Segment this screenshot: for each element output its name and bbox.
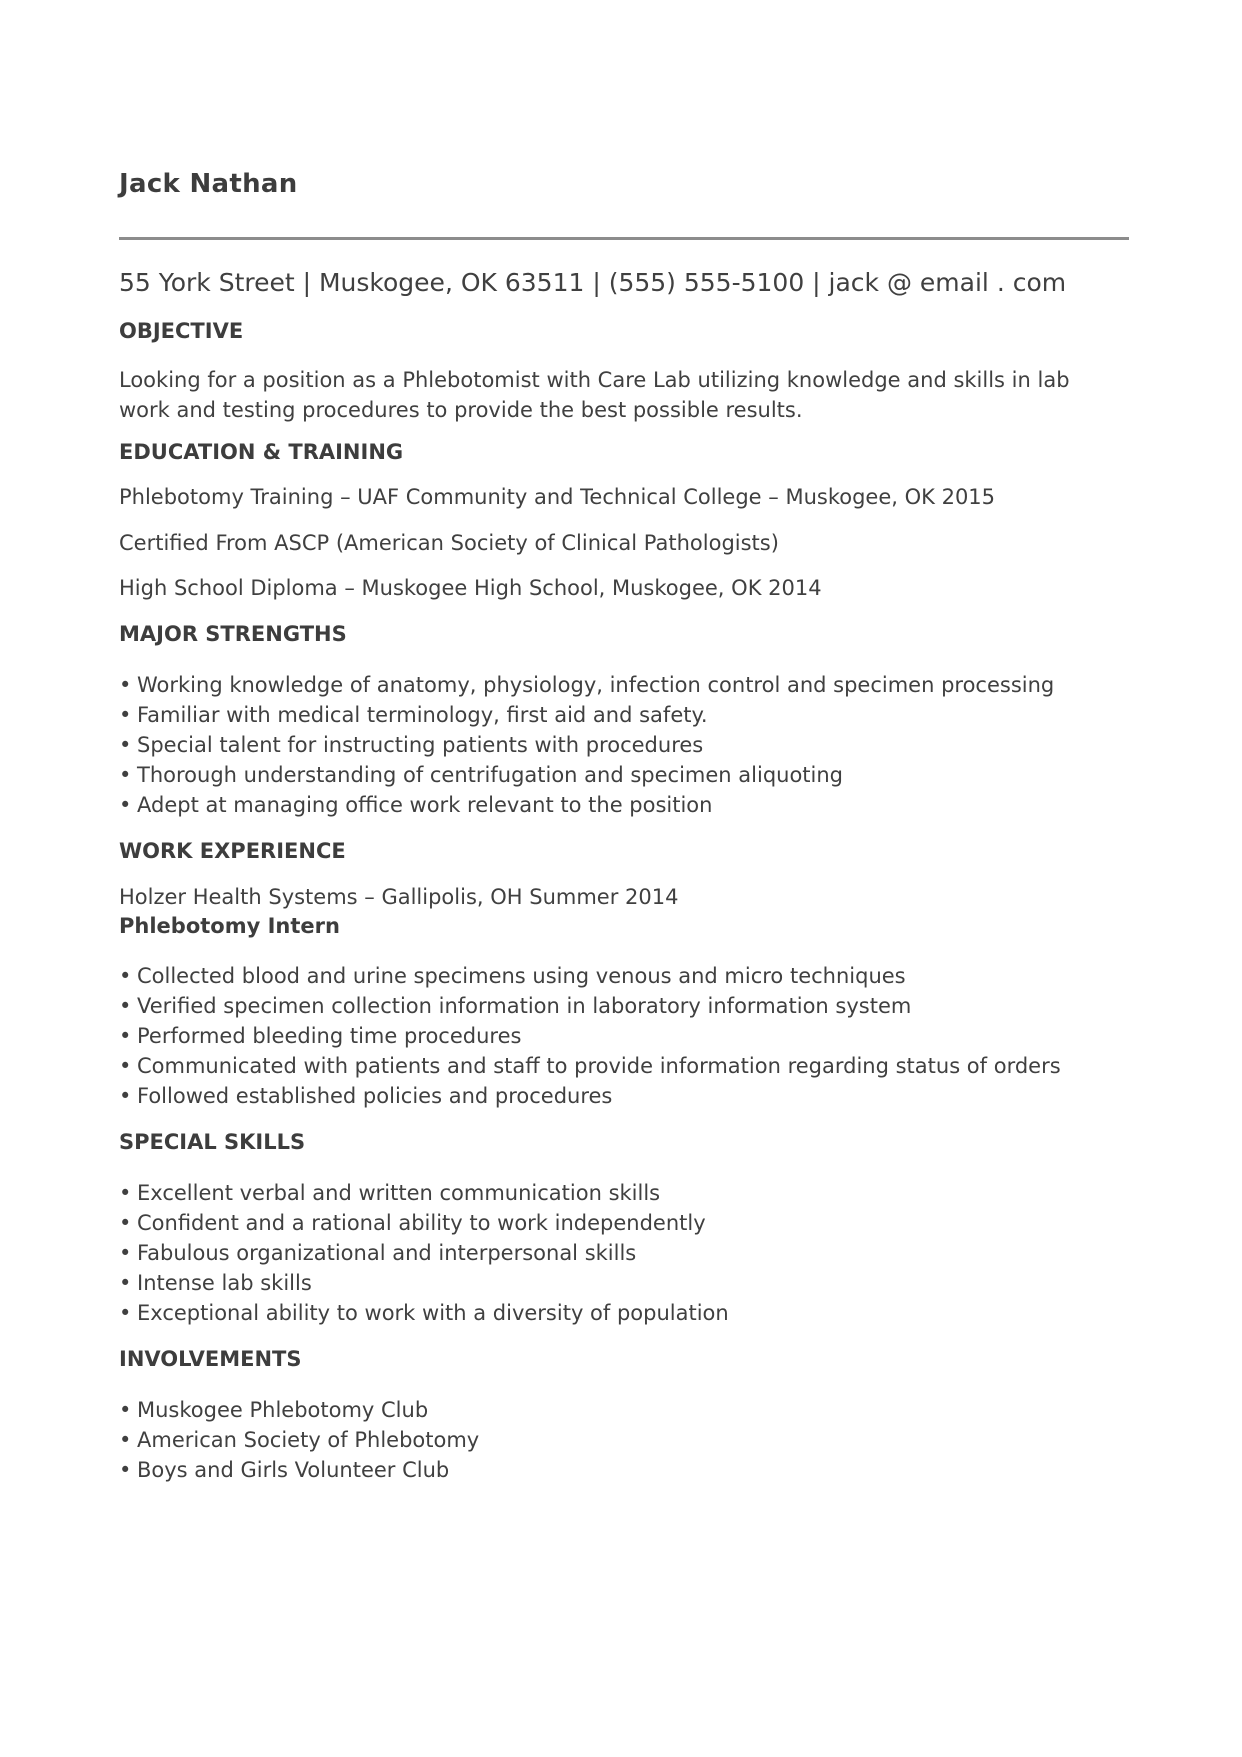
bullet-icon: • bbox=[119, 763, 132, 787]
experience-list bbox=[119, 961, 1061, 1111]
list-item: • Verified specimen collection information in laboratory information system bbox=[119, 991, 1061, 1021]
list-item: • Adept at managing office work relevant to the position bbox=[119, 790, 1054, 820]
bullet-icon: • bbox=[119, 1271, 132, 1295]
education-item: High School Diploma – Muskogee High School, Muskogee, OK 2014 bbox=[119, 576, 822, 600]
education-heading: EDUCATION & TRAINING bbox=[119, 440, 404, 464]
involvements-list bbox=[119, 1395, 479, 1485]
bullet-icon: • bbox=[119, 1054, 132, 1078]
bullet-icon: • bbox=[119, 1458, 132, 1482]
list-item: • Special talent for instructing patients with procedures bbox=[119, 730, 1054, 760]
bullet-icon: • bbox=[119, 1181, 132, 1205]
strengths-list bbox=[119, 670, 1054, 820]
job-title: Phlebotomy Intern bbox=[119, 914, 340, 938]
objective-text bbox=[119, 365, 1119, 425]
list-item: • Muskogee Phlebotomy Club bbox=[119, 1395, 479, 1425]
bullet-icon: • bbox=[119, 673, 132, 697]
skills-heading: SPECIAL SKILLS bbox=[119, 1130, 306, 1154]
list-item: • Confident and a rational ability to work independently bbox=[119, 1208, 729, 1238]
bullet-icon: • bbox=[119, 1241, 132, 1265]
employer-line: Holzer Health Systems – Gallipolis, OH Summer 2014 bbox=[119, 885, 679, 909]
bullet-icon: • bbox=[119, 1301, 132, 1325]
bullet-icon: • bbox=[119, 1084, 132, 1108]
list-item: • Excellent verbal and written communication skills bbox=[119, 1178, 729, 1208]
bullet-icon: • bbox=[119, 964, 132, 988]
list-item: • Exceptional ability to work with a diversity of population bbox=[119, 1298, 729, 1328]
bullet-icon: • bbox=[119, 1024, 132, 1048]
education-item: Phlebotomy Training – UAF Community and Technical College – Muskogee, OK 2015 bbox=[119, 485, 996, 509]
contact-line: 55 York Street | Muskogee, OK 63511 | (555) 555-5100 | jack @ email . com bbox=[119, 268, 1067, 297]
strengths-heading: MAJOR STRENGTHS bbox=[119, 622, 347, 646]
list-item: • Performed bleeding time procedures bbox=[119, 1021, 1061, 1051]
objective-line-1: Looking for a position as a Phlebotomist with Care Lab utilizing knowledge and skills in lab bbox=[119, 368, 1070, 392]
candidate-name: Jack Nathan bbox=[119, 169, 298, 199]
header-divider bbox=[119, 237, 1129, 240]
objective-line-2: work and testing procedures to provide the best possible results. bbox=[119, 398, 803, 422]
list-item: • American Society of Phlebotomy bbox=[119, 1425, 479, 1455]
bullet-icon: • bbox=[119, 1428, 132, 1452]
objective-heading: OBJECTIVE bbox=[119, 319, 244, 343]
skills-list bbox=[119, 1178, 729, 1328]
list-item: • Collected blood and urine specimens using venous and micro techniques bbox=[119, 961, 1061, 991]
list-item: • Fabulous organizational and interpersonal skills bbox=[119, 1238, 729, 1268]
involvements-heading: INVOLVEMENTS bbox=[119, 1347, 302, 1371]
education-item: Certified From ASCP (American Society of Clinical Pathologists) bbox=[119, 531, 779, 555]
list-item: • Intense lab skills bbox=[119, 1268, 729, 1298]
bullet-icon: • bbox=[119, 703, 132, 727]
bullet-icon: • bbox=[119, 1398, 132, 1422]
bullet-icon: • bbox=[119, 994, 132, 1018]
list-item: • Followed established policies and procedures bbox=[119, 1081, 1061, 1111]
list-item: • Working knowledge of anatomy, physiology, infection control and specimen processing bbox=[119, 670, 1054, 700]
experience-heading: WORK EXPERIENCE bbox=[119, 839, 346, 863]
list-item: • Thorough understanding of centrifugation and specimen aliquoting bbox=[119, 760, 1054, 790]
bullet-icon: • bbox=[119, 793, 132, 817]
bullet-icon: • bbox=[119, 733, 132, 757]
list-item: • Boys and Girls Volunteer Club bbox=[119, 1455, 479, 1485]
list-item: • Familiar with medical terminology, first aid and safety. bbox=[119, 700, 1054, 730]
list-item: • Communicated with patients and staff to provide information regarding status of orders bbox=[119, 1051, 1061, 1081]
bullet-icon: • bbox=[119, 1211, 132, 1235]
